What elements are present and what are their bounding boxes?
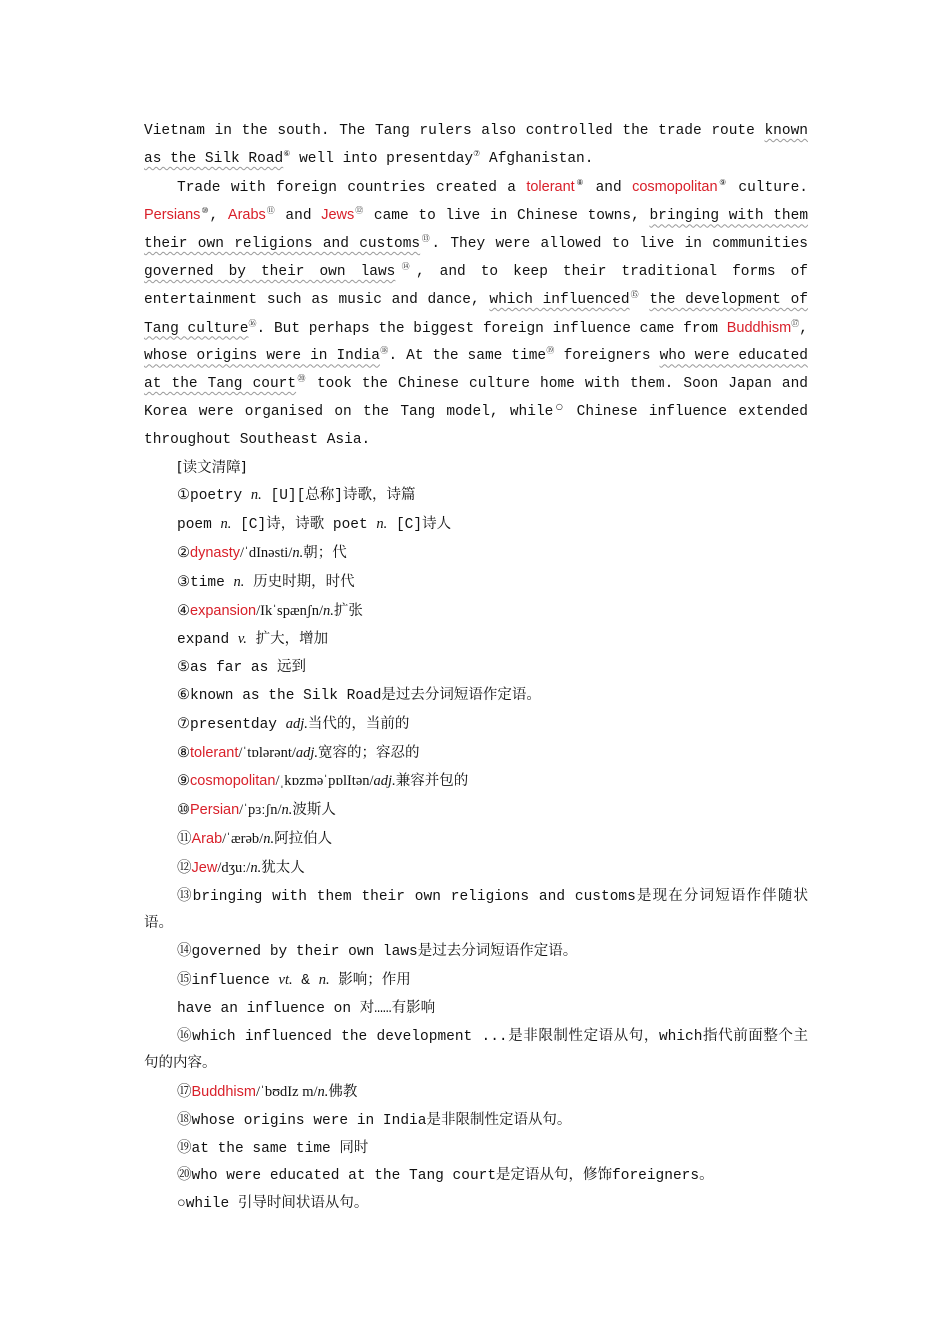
underlined-phrase: governed by their own laws bbox=[144, 263, 396, 280]
underlined-phrase: whose origins were in India bbox=[144, 348, 380, 365]
vocab-word: tolerant bbox=[190, 744, 239, 761]
text: , and to keep their traditional forms of entertainment such as music and dance, bbox=[144, 263, 808, 308]
underlined-phrase: the development of Tang culture bbox=[144, 291, 808, 337]
definition: 犹太人 bbox=[261, 860, 305, 877]
note-text: ⑮influence bbox=[177, 972, 279, 989]
part-of-speech: n. bbox=[263, 830, 275, 847]
note-number: ⑩ bbox=[177, 803, 190, 820]
text: took the Chinese culture home with them. Soon Japan and Korea were organised on the Tang model, while bbox=[144, 376, 809, 420]
note-8 bbox=[144, 740, 808, 769]
vocab-word: dynasty bbox=[190, 544, 240, 561]
note-number: ② bbox=[177, 545, 190, 562]
note-text: poem bbox=[177, 517, 221, 534]
vocab-word: tolerant bbox=[526, 178, 575, 195]
note-marker: ⑮ bbox=[629, 289, 640, 299]
vocab-word: Persian bbox=[190, 802, 240, 819]
text: Trade with foreign countries created a bbox=[177, 179, 527, 196]
text: . They were allowed to live in communities bbox=[431, 236, 808, 253]
text: , bbox=[799, 320, 808, 337]
vocab-word: Arab bbox=[191, 830, 223, 847]
note-15b: have an influence on 对……有影响 bbox=[177, 1000, 436, 1017]
text: well into presentday bbox=[290, 150, 474, 167]
note-marker: ⑱ bbox=[379, 346, 389, 356]
text: . At the same time bbox=[388, 348, 547, 365]
note-15 bbox=[144, 967, 808, 996]
vocab-word: Arabs bbox=[227, 207, 266, 224]
vocab-word: Persians bbox=[144, 207, 201, 224]
part-of-speech: n. bbox=[281, 802, 293, 819]
note-21: ○while 引导时间状语从句。 bbox=[177, 1196, 369, 1213]
note-number: ④ bbox=[177, 603, 190, 620]
phonetic: /ˈdInəsti/ bbox=[239, 544, 293, 561]
note-20: ⑳who were educated at the Tang court是定语从句，修饰foreigners。 bbox=[177, 1168, 714, 1185]
note-text: [C]诗人 bbox=[387, 517, 452, 534]
note-number: ⑰ bbox=[177, 1085, 192, 1102]
note-text: ①poetry bbox=[177, 488, 251, 505]
note-marker: ⑫ bbox=[354, 206, 365, 216]
vocab-word: cosmopolitan bbox=[190, 773, 276, 790]
part-of-speech: n. bbox=[376, 516, 388, 533]
note-3 bbox=[144, 569, 808, 598]
note-13: ⑬bringing with them their own religions and customs是现在分词短语作伴随状语。 bbox=[144, 888, 808, 933]
passage-paragraph-2 bbox=[144, 174, 808, 455]
phonetic: /ˈærəb/ bbox=[222, 830, 264, 847]
note-text: [C]诗，诗歌 poet bbox=[231, 517, 377, 534]
notes-heading: [读文清障] bbox=[177, 459, 247, 476]
phonetic: /dʒuː/ bbox=[217, 859, 251, 876]
vocab-word: Buddhism bbox=[191, 1084, 256, 1101]
note-14: ⑭governed by their own laws是过去分词短语作定语。 bbox=[177, 944, 578, 961]
note-19: ⑲at the same time 同时 bbox=[177, 1140, 369, 1157]
part-of-speech: n. bbox=[220, 516, 232, 533]
part-of-speech: v. bbox=[237, 631, 247, 648]
underlined-phrase: known as the Silk Road bbox=[144, 123, 808, 167]
note-marker: ○ bbox=[553, 401, 566, 411]
definition: 朝；代 bbox=[303, 545, 347, 562]
definition: 兼容并包的 bbox=[395, 774, 469, 791]
document-page bbox=[144, 118, 808, 1219]
note-number: ⑧ bbox=[177, 745, 190, 762]
text: Chinese influence extended throughout Southeast Asia. bbox=[144, 403, 808, 448]
definition: 波斯人 bbox=[292, 803, 336, 820]
note-16: ⑯which influenced the development ...是非限制性定语从句，which指代前面整个主句的内容。 bbox=[144, 1028, 808, 1073]
definition: 阿拉伯人 bbox=[274, 831, 333, 848]
note-marker: ⑲ bbox=[546, 346, 555, 356]
note-marker: ⑳ bbox=[296, 374, 307, 384]
note-9 bbox=[144, 768, 808, 797]
note-marker: ⑦ bbox=[473, 148, 481, 158]
text: and bbox=[585, 179, 633, 196]
text: foreigners bbox=[554, 348, 660, 365]
note-text: 当代的，当前的 bbox=[307, 716, 410, 733]
part-of-speech: n. bbox=[292, 544, 304, 561]
note-18: ⑱whose origins were in India是非限制性定语从句。 bbox=[177, 1112, 572, 1129]
phonetic: /ˈbʊdIz m/ bbox=[255, 1084, 318, 1101]
text: culture. bbox=[728, 179, 809, 196]
note-marker: ⑨ bbox=[717, 177, 729, 187]
note-text: 历史时期，时代 bbox=[244, 574, 355, 591]
underlined-phrase: bringing with them their own religions and customs bbox=[144, 208, 809, 253]
note-12 bbox=[144, 855, 808, 884]
note-marker: ⑩ bbox=[200, 206, 210, 216]
text: . But perhaps the biggest foreign influence came from bbox=[256, 320, 727, 337]
note-4b bbox=[144, 626, 808, 655]
note-17 bbox=[144, 1079, 808, 1108]
note-text: & bbox=[292, 972, 319, 989]
note-marker: ⑥ bbox=[283, 148, 291, 158]
note-text: [U][总称]诗歌，诗篇 bbox=[261, 488, 416, 505]
note-marker: ⑧ bbox=[574, 177, 586, 187]
part-of-speech: n. bbox=[250, 859, 262, 876]
text: , bbox=[209, 208, 228, 225]
vocab-word: Jews bbox=[321, 207, 355, 224]
note-number: ⑫ bbox=[177, 860, 192, 877]
note-marker: ⑭ bbox=[395, 261, 416, 271]
vocab-word: Buddhism bbox=[726, 319, 792, 336]
note-marker: ⑰ bbox=[791, 318, 800, 328]
text: Vietnam in the south. The Tang rulers also controlled the trade route bbox=[144, 123, 765, 139]
note-marker: ⑪ bbox=[265, 206, 276, 216]
phonetic: /ˈtɒlərənt/ bbox=[238, 744, 296, 761]
note-7 bbox=[144, 711, 808, 740]
part-of-speech: adj. bbox=[373, 773, 396, 790]
note-text: 扩大，增加 bbox=[246, 632, 329, 649]
part-of-speech: adj. bbox=[285, 715, 308, 732]
phonetic: /ˈpɜːʃn/ bbox=[239, 802, 282, 819]
phonetic: /ˌkɒzməˈpɒlItən/ bbox=[275, 773, 374, 790]
part-of-speech: vt. bbox=[278, 971, 293, 988]
text: came to live in Chinese towns, bbox=[364, 208, 650, 225]
note-4 bbox=[144, 598, 808, 627]
vocab-word: Jew bbox=[191, 859, 218, 876]
part-of-speech: n. bbox=[233, 573, 245, 590]
note-text: ⑦presentday bbox=[177, 716, 286, 733]
note-5: ⑤as far as 远到 bbox=[177, 660, 307, 677]
note-11 bbox=[144, 826, 808, 855]
part-of-speech: n. bbox=[322, 602, 334, 619]
part-of-speech: n. bbox=[250, 487, 262, 504]
note-1 bbox=[144, 482, 808, 511]
part-of-speech: adj. bbox=[295, 744, 319, 761]
part-of-speech: n. bbox=[318, 971, 330, 988]
note-2 bbox=[144, 540, 808, 569]
note-10 bbox=[144, 797, 808, 826]
phonetic: /Ikˈspænʃn/ bbox=[256, 602, 323, 619]
note-number: ⑨ bbox=[177, 774, 190, 791]
text: and bbox=[275, 208, 322, 225]
part-of-speech: n. bbox=[317, 1084, 329, 1101]
note-number: ⑪ bbox=[177, 831, 192, 848]
note-6: ⑥known as the Silk Road是过去分词短语作定语。 bbox=[177, 687, 541, 704]
definition: 佛教 bbox=[328, 1085, 358, 1102]
definition: 扩张 bbox=[333, 603, 363, 620]
underlined-phrase: who were educated at the Tang court bbox=[144, 348, 808, 393]
note-marker: ⑬ bbox=[420, 234, 432, 244]
text: Afghanistan. bbox=[480, 150, 594, 167]
note-text: ③time bbox=[177, 574, 234, 591]
note-1b bbox=[144, 511, 808, 540]
note-text: 影响；作用 bbox=[329, 972, 411, 989]
note-marker: ⑯ bbox=[248, 318, 257, 328]
vocab-word: cosmopolitan bbox=[632, 178, 718, 195]
vocab-word: expansion bbox=[190, 602, 257, 619]
note-text: expand bbox=[177, 632, 238, 649]
underlined-phrase: which influenced bbox=[489, 291, 630, 308]
text bbox=[640, 292, 650, 308]
definition: 宽容的；容忍的 bbox=[318, 745, 420, 762]
passage-paragraph-1 bbox=[144, 118, 808, 174]
